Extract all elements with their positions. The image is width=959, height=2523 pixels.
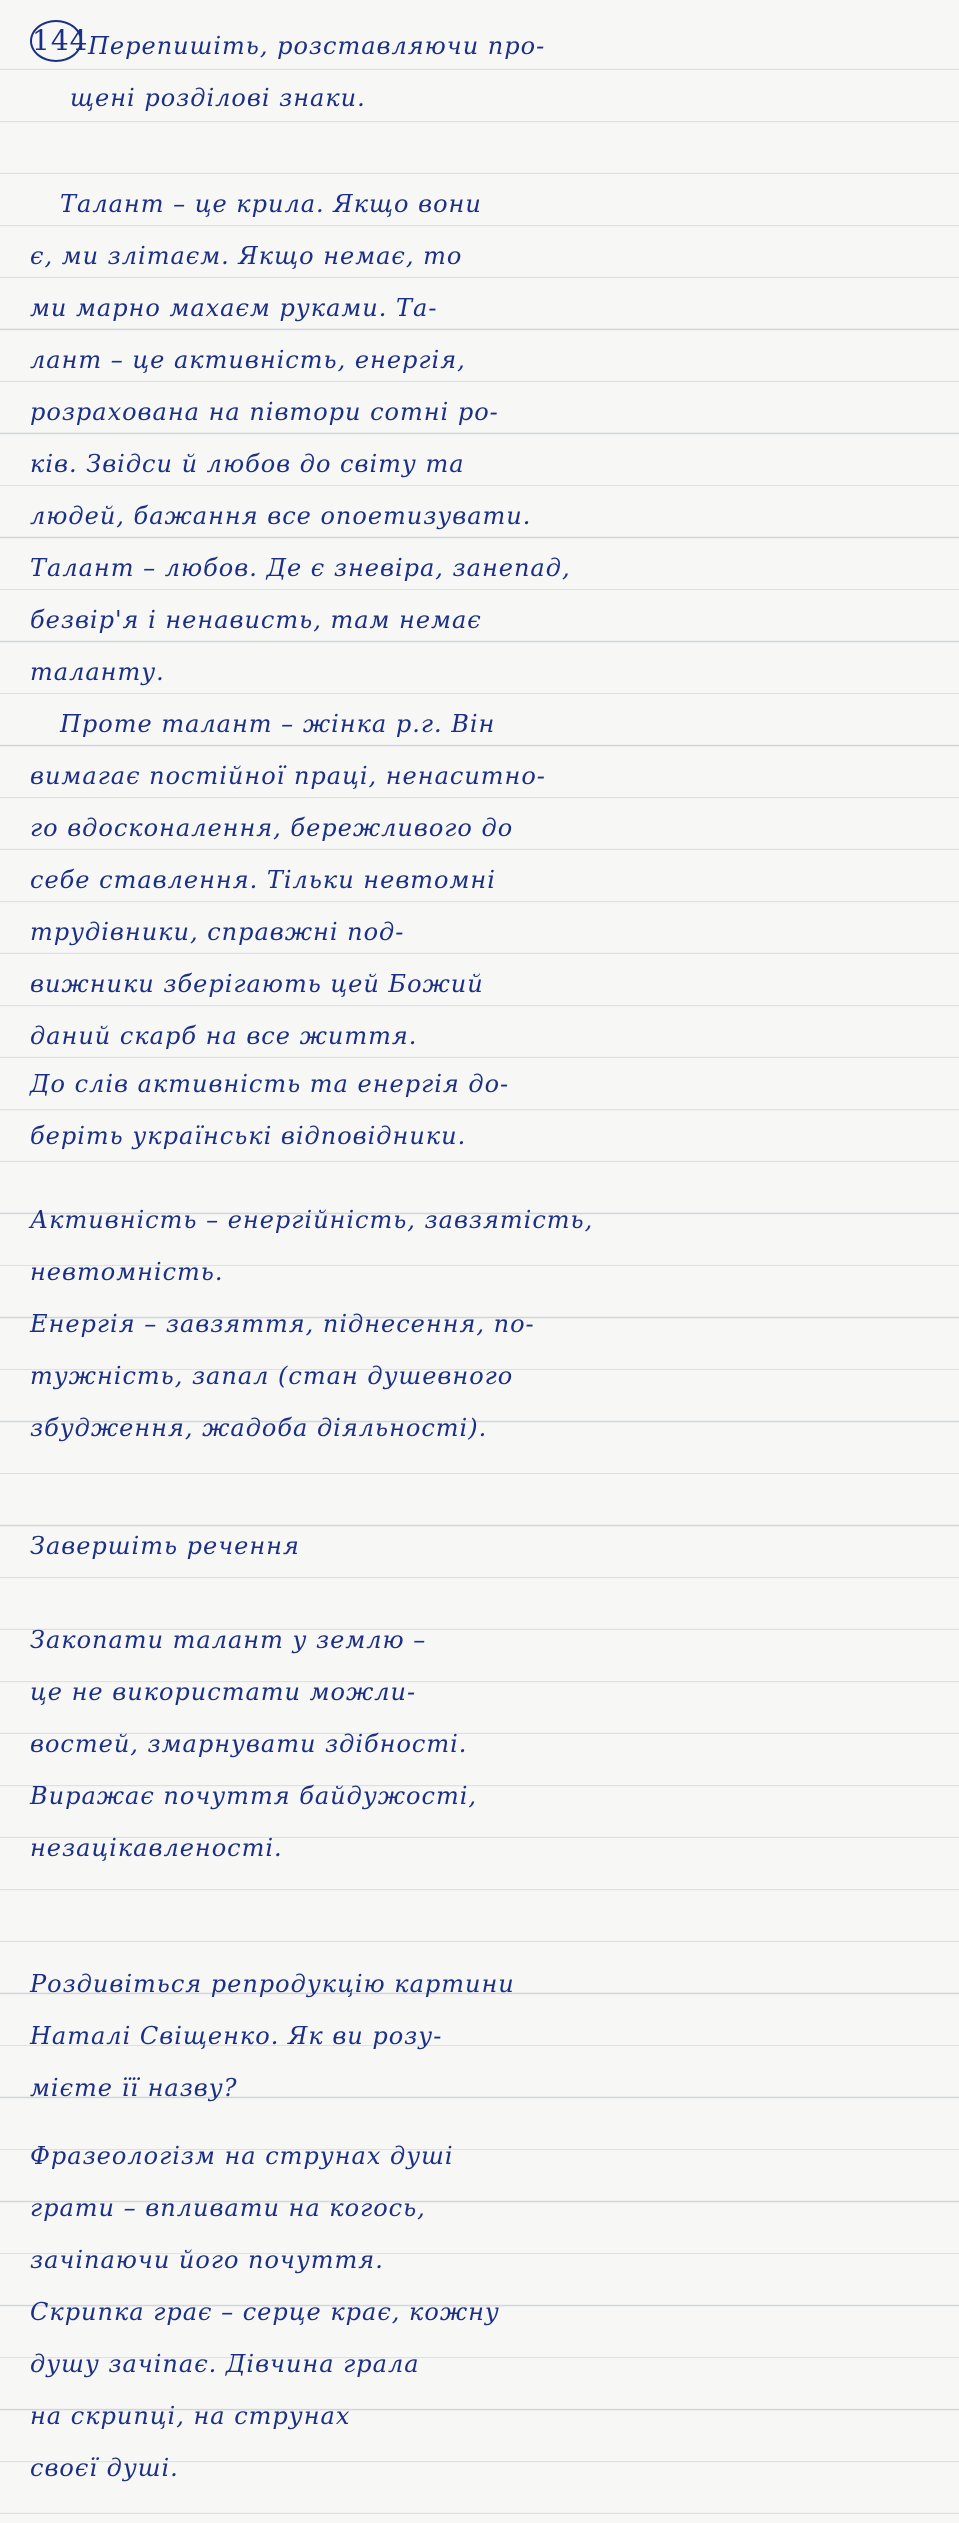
task-line: Наталі Свіщенко. Як ви розу- (30, 2022, 443, 2050)
text-line: Проте талант – жінка р.г. Він (60, 710, 496, 738)
text-line: вимагає постійної праці, ненаситно- (30, 762, 546, 790)
task-line: До слів активність та енергія до- (30, 1070, 510, 1098)
answer-line: Закопати талант у землю – (30, 1626, 427, 1654)
answer-line: грати – впливати на когось, (30, 2194, 426, 2222)
answer-line: зачіпаючи його почуття. (30, 2246, 384, 2274)
task-line: щені розділові знаки. (70, 84, 366, 112)
answer-line: Скрипка грає – серце крає, кожну (30, 2298, 500, 2326)
task-line: мієте її назву? (30, 2074, 238, 2102)
picture-task (0, 1958, 959, 2114)
exercise-number: 144 (30, 20, 82, 62)
answer-line: на скрипці, на струнах (30, 2402, 351, 2430)
task-line: Роздивіться репродукцію картини (30, 1970, 515, 1998)
answer-line: незацікавленості. (30, 1834, 283, 1862)
answer-line: Енергія – завзяття, піднесення, по- (30, 1310, 535, 1338)
text-line: таланту. (30, 658, 165, 686)
task-line: Завершіть речення (30, 1532, 300, 1560)
text-line: людей, бажання все опоетизувати. (30, 502, 532, 530)
answer-line: Фразеологізм на струнах душі (30, 2142, 454, 2170)
text-line: себе ставлення. Тільки невтомні (30, 866, 496, 894)
exercise-task (0, 20, 959, 124)
sentences-answer (0, 1614, 959, 1874)
text-line: є, ми злітаєм. Якщо немає, то (30, 242, 463, 270)
text-line: Талант – любов. Де є зневіра, занепад, (30, 554, 571, 582)
answer-line: Активність – енергійність, завзятість, (30, 1206, 594, 1234)
sentences-task (0, 1520, 959, 1572)
text-line: Талант – це крила. Якщо вони (60, 190, 482, 218)
task-text: Перепишіть, розставляючи про- (88, 32, 546, 60)
text-paragraph (0, 178, 959, 1062)
picture-answer (0, 2130, 959, 2494)
text-line: даний скарб на все життя. (30, 1022, 418, 1050)
text-line: розрахована на півтори сотні ро- (30, 398, 499, 426)
answer-line: душу зачіпає. Дівчина грала (30, 2350, 420, 2378)
text-line: трудівники, справжні под- (30, 918, 405, 946)
text-line: ків. Звідси й любов до світу та (30, 450, 465, 478)
text-line: лант – це активність, енергія, (30, 346, 466, 374)
answer-line: це не використати можли- (30, 1678, 417, 1706)
text-line: безвір'я і ненависть, там немає (30, 606, 482, 634)
text-line: го вдосконалення, бережливого до (30, 814, 514, 842)
answer-line: тужність, запал (стан душевного (30, 1362, 514, 1390)
text-line: вижники зберігають цей Божий (30, 970, 484, 998)
answer-line: своєї душі. (30, 2454, 179, 2482)
answer-line: Виражає почуття байдужості, (30, 1782, 477, 1810)
synonyms-task (0, 1058, 959, 1162)
answer-line: збудження, жадоба діяльності). (30, 1414, 488, 1442)
synonyms-answer (0, 1194, 959, 1454)
task-line (0, 20, 959, 72)
answer-line: востей, змарнувати здібності. (30, 1730, 468, 1758)
task-line: беріть українські відповідники. (30, 1122, 467, 1150)
answer-line: невтомність. (30, 1258, 224, 1286)
text-line: ми марно махаєм руками. Та- (30, 294, 438, 322)
